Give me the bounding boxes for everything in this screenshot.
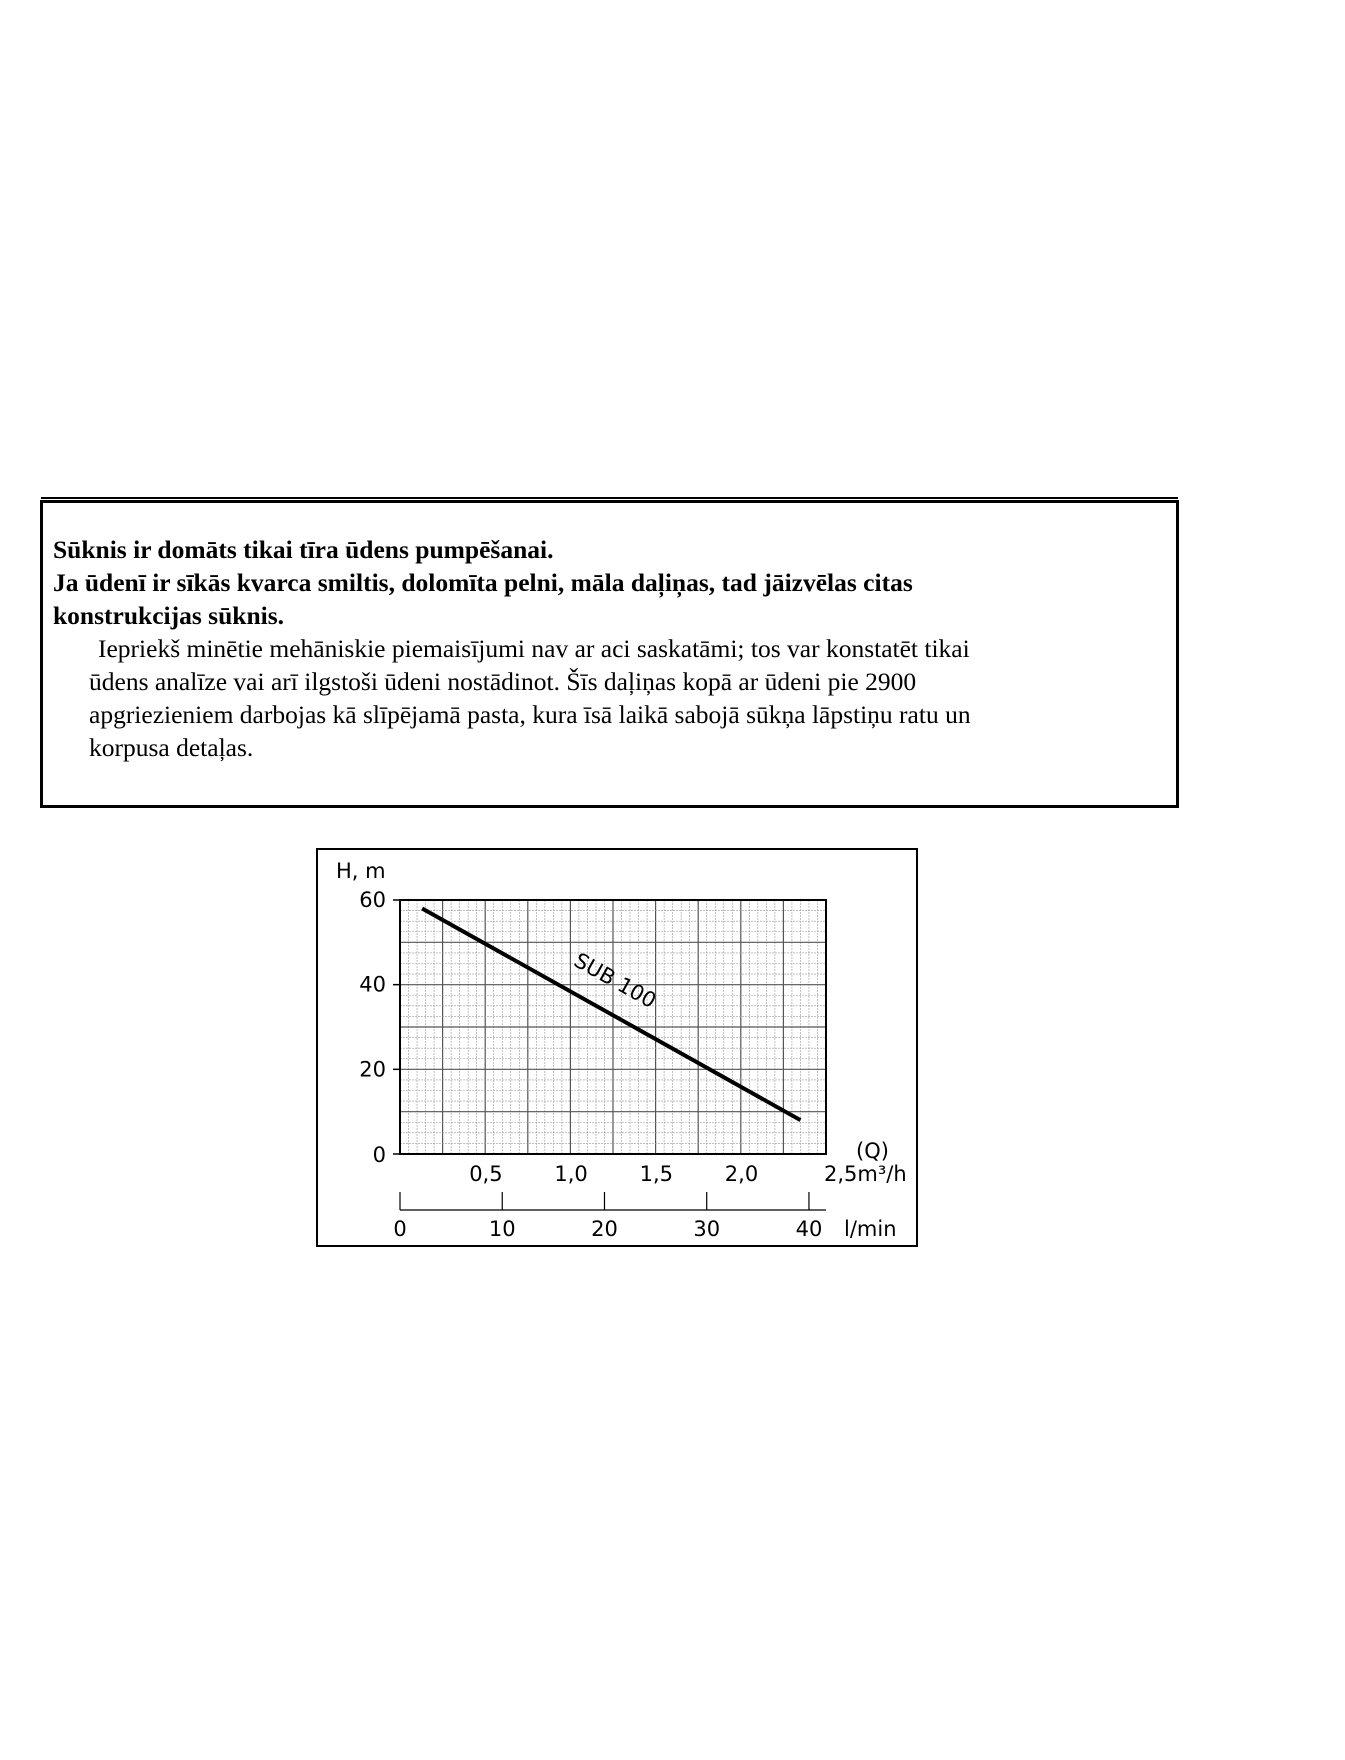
warning-notice-box <box>40 500 1179 808</box>
series-line <box>422 908 800 1120</box>
secondary-axis <box>393 1192 826 1241</box>
notice-heading-line: konstrukcijas sūknis. <box>53 601 285 630</box>
y-axis-label: H, m <box>336 859 386 883</box>
pump-curve-chart <box>316 848 918 1247</box>
notice-heading-line: Ja ūdenī ir sīkās kvarca smiltis, dolomīta pelni, māla daļiņas, tad jāizvēlas citas <box>53 568 913 597</box>
secondary-axis-unit-label: l/min <box>844 1217 897 1241</box>
y-tick-label: 0 <box>372 1143 386 1167</box>
x-tick-label: 2,0 <box>724 1162 759 1186</box>
y-tick-label: 60 <box>359 888 386 912</box>
secondary-tick-label: 30 <box>693 1217 721 1241</box>
y-tick-label: 20 <box>359 1057 386 1082</box>
notice-paragraph-line: ūdens analīze vai arī ilgstoši ūdeni nostādinot. Šīs daļiņas kopā ar ūdeni pie 2900 <box>89 667 917 696</box>
y-axis-ticks <box>359 888 400 1167</box>
x-tick-label: 2,5m³/h <box>824 1162 907 1186</box>
x-axis-ticks <box>469 1162 906 1186</box>
pump-curve-svg <box>318 850 916 1245</box>
secondary-tick-label: 40 <box>795 1217 823 1241</box>
notice-paragraph-line: apgriezieniem darbojas kā slīpējamā pasta, kura īsā laikā sabojā sūkņa lāpstiņu ratu un <box>89 700 971 729</box>
x-tick-label: 0,5 <box>469 1162 503 1186</box>
secondary-tick-label: 10 <box>488 1217 516 1241</box>
series-layer <box>422 908 800 1120</box>
chart-grid <box>400 900 826 1154</box>
x-tick-label: 1,5 <box>639 1162 674 1186</box>
secondary-tick-label: 20 <box>591 1217 618 1241</box>
notice-paragraph-line: korpusa detaļas. <box>89 733 254 762</box>
secondary-tick-label: 0 <box>393 1217 407 1241</box>
x-tick-label: 1,0 <box>554 1162 588 1186</box>
notice-paragraph-line: Iepriekš minētie mehāniskie piemaisījumi nav ar aci saskatāmi; tos var konstatēt tikai <box>98 634 970 663</box>
series-label: SUB 100 <box>570 948 661 1014</box>
x-axis-label: (Q) <box>856 1139 889 1163</box>
y-tick-label: 40 <box>359 972 386 997</box>
notice-heading-line: Sūknis ir domāts tikai tīra ūdens pumpēšanai. <box>53 535 554 564</box>
